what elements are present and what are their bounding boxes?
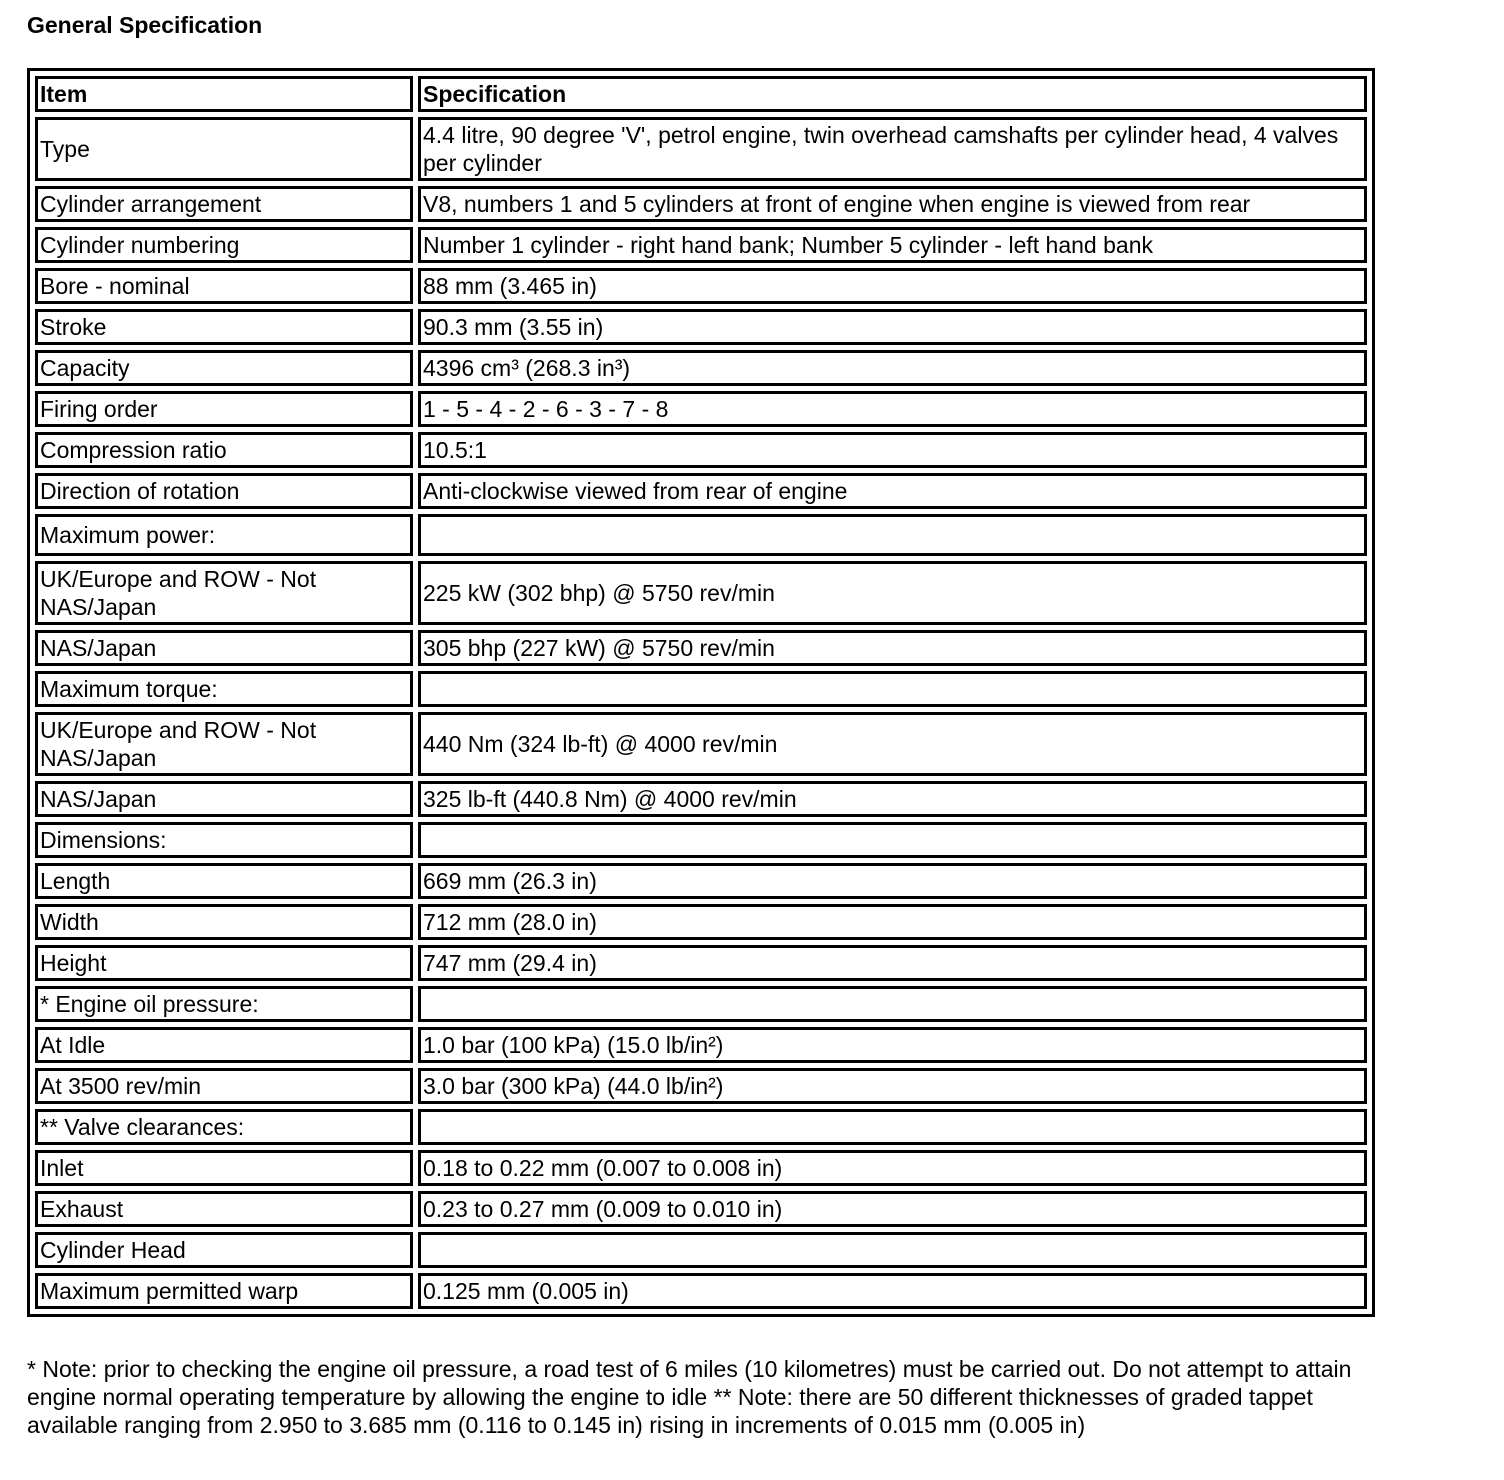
table-row bbox=[35, 945, 1367, 981]
item-cell: Height bbox=[35, 945, 413, 981]
table-row bbox=[35, 227, 1367, 263]
spec-cell: 88 mm (3.465 in) bbox=[418, 268, 1367, 304]
item-cell: Inlet bbox=[35, 1150, 413, 1186]
table-row bbox=[35, 630, 1367, 666]
page-title: General Specification bbox=[27, 12, 263, 38]
item-cell: Exhaust bbox=[35, 1191, 413, 1227]
table-row bbox=[35, 1109, 1367, 1145]
table-row bbox=[35, 309, 1367, 345]
table-row bbox=[35, 268, 1367, 304]
table-row bbox=[35, 712, 1367, 776]
spec-cell bbox=[418, 822, 1367, 858]
item-cell: NAS/Japan bbox=[35, 630, 413, 666]
item-cell: Maximum power: bbox=[35, 514, 413, 556]
spec-cell: 325 lb-ft (440.8 Nm) @ 4000 rev/min bbox=[418, 781, 1367, 817]
table-row bbox=[35, 117, 1367, 181]
spec-cell: 225 kW (302 bhp) @ 5750 rev/min bbox=[418, 561, 1367, 625]
spec-cell bbox=[418, 514, 1367, 556]
item-cell: Dimensions: bbox=[35, 822, 413, 858]
spec-cell: 1 - 5 - 4 - 2 - 6 - 3 - 7 - 8 bbox=[418, 391, 1367, 427]
specification-table bbox=[27, 68, 1375, 1317]
spec-cell: 0.18 to 0.22 mm (0.007 to 0.008 in) bbox=[418, 1150, 1367, 1186]
spec-cell: 10.5:1 bbox=[418, 432, 1367, 468]
item-cell: UK/Europe and ROW - Not NAS/Japan bbox=[35, 561, 413, 625]
spec-cell: Anti-clockwise viewed from rear of engine bbox=[418, 473, 1367, 509]
item-cell: At Idle bbox=[35, 1027, 413, 1063]
item-cell: Capacity bbox=[35, 350, 413, 386]
table-row bbox=[35, 1068, 1367, 1104]
item-cell: Bore - nominal bbox=[35, 268, 413, 304]
item-cell: At 3500 rev/min bbox=[35, 1068, 413, 1104]
footnote: * Note: prior to checking the engine oil pressure, a road test of 6 miles (10 kilometres) must be carried out. Do not attempt to attain engine normal operating temperature by allowing the engine to idle ** Note: there are 50 different thicknesses of graded tappet available ranging from 2.950 to 3.685 mm (0.116 to 0.145 in) rising in increments of 0.015 mm (0.005 in) bbox=[27, 1356, 1352, 1438]
table-row bbox=[35, 986, 1367, 1022]
table-row bbox=[35, 561, 1367, 625]
spec-cell: 712 mm (28.0 in) bbox=[418, 904, 1367, 940]
item-cell: Length bbox=[35, 863, 413, 899]
spec-cell: 440 Nm (324 lb-ft) @ 4000 rev/min bbox=[418, 712, 1367, 776]
table-row bbox=[35, 473, 1367, 509]
spec-cell bbox=[418, 1232, 1367, 1268]
spec-cell bbox=[418, 671, 1367, 707]
spec-cell: 305 bhp (227 kW) @ 5750 rev/min bbox=[418, 630, 1367, 666]
spec-cell: Number 1 cylinder - right hand bank; Number 5 cylinder - left hand bank bbox=[418, 227, 1367, 263]
spec-cell: 90.3 mm (3.55 in) bbox=[418, 309, 1367, 345]
item-cell: Width bbox=[35, 904, 413, 940]
item-cell: Cylinder arrangement bbox=[35, 186, 413, 222]
spec-cell: 669 mm (26.3 in) bbox=[418, 863, 1367, 899]
table-row bbox=[35, 432, 1367, 468]
item-cell: Stroke bbox=[35, 309, 413, 345]
spec-cell: 4396 cm³ (268.3 in³) bbox=[418, 350, 1367, 386]
table-row bbox=[35, 863, 1367, 899]
item-cell: UK/Europe and ROW - Not NAS/Japan bbox=[35, 712, 413, 776]
item-cell: Maximum permitted warp bbox=[35, 1273, 413, 1309]
spec-cell bbox=[418, 986, 1367, 1022]
table-row bbox=[35, 350, 1367, 386]
header-item: Item bbox=[35, 76, 413, 112]
spec-cell: 4.4 litre, 90 degree 'V', petrol engine, twin overhead camshafts per cylinder head, 4 valves per cylinder bbox=[418, 117, 1367, 181]
table-row bbox=[35, 904, 1367, 940]
item-cell: Cylinder numbering bbox=[35, 227, 413, 263]
table-row bbox=[35, 391, 1367, 427]
item-cell: Cylinder Head bbox=[35, 1232, 413, 1268]
table-row bbox=[35, 186, 1367, 222]
spec-cell: 747 mm (29.4 in) bbox=[418, 945, 1367, 981]
item-cell: Firing order bbox=[35, 391, 413, 427]
table-row bbox=[35, 1232, 1367, 1268]
spec-cell: 3.0 bar (300 kPa) (44.0 lb/in²) bbox=[418, 1068, 1367, 1104]
spec-cell: V8, numbers 1 and 5 cylinders at front of engine when engine is viewed from rear bbox=[418, 186, 1367, 222]
table-row bbox=[35, 781, 1367, 817]
spec-cell: 1.0 bar (100 kPa) (15.0 lb/in²) bbox=[418, 1027, 1367, 1063]
item-cell: Maximum torque: bbox=[35, 671, 413, 707]
table-header-row bbox=[35, 76, 1367, 112]
table-row bbox=[35, 671, 1367, 707]
table-row bbox=[35, 1273, 1367, 1309]
item-cell: * Engine oil pressure: bbox=[35, 986, 413, 1022]
table-row bbox=[35, 822, 1367, 858]
spec-cell: 0.23 to 0.27 mm (0.009 to 0.010 in) bbox=[418, 1191, 1367, 1227]
item-cell: ** Valve clearances: bbox=[35, 1109, 413, 1145]
table-row bbox=[35, 1150, 1367, 1186]
spec-cell bbox=[418, 1109, 1367, 1145]
spec-cell: 0.125 mm (0.005 in) bbox=[418, 1273, 1367, 1309]
table-row bbox=[35, 1027, 1367, 1063]
table-row bbox=[35, 514, 1367, 556]
table-row bbox=[35, 1191, 1367, 1227]
item-cell: Direction of rotation bbox=[35, 473, 413, 509]
item-cell: Type bbox=[35, 117, 413, 181]
item-cell: Compression ratio bbox=[35, 432, 413, 468]
item-cell: NAS/Japan bbox=[35, 781, 413, 817]
header-specification: Specification bbox=[418, 76, 1367, 112]
